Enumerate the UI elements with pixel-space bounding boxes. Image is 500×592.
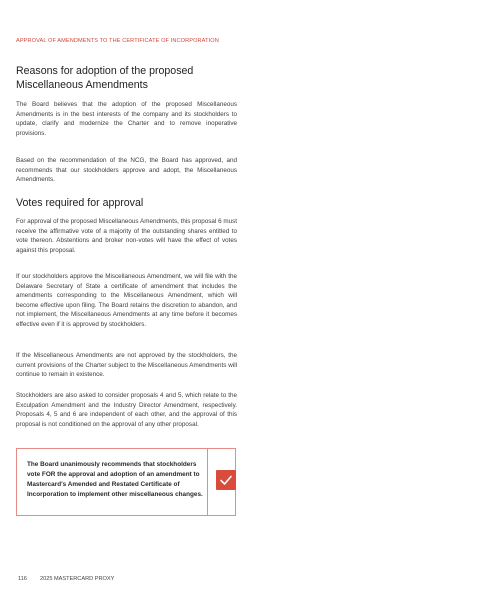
heading-reasons: Reasons for adoption of the proposed Miscellaneous Amendments [16,65,194,91]
document-name: 2025 MASTERCARD PROXY [40,576,115,582]
recommendation-text: The Board unanimously recommends that stockholders vote FOR the approval and adoption of an amendment to Mastercard's Amended and Restated Certificate of Incorporation to implement other miscellaneous changes. [27,461,203,498]
heading-votes: Votes required for approval [16,197,144,209]
paragraph-reasons-1: The Board believes that the adoption of the proposed Miscellaneous Amendments is in the best interests of the company and its stockholders to update, clarify and modernize the Charter and to remove inoperative provisions. [16,101,237,137]
page-number: 116 [18,576,27,582]
callout-divider [207,449,208,515]
paragraph-votes-3: If the Miscellaneous Amendments are not approved by the stockholders, the current provisions of the Charter subject to the Miscellaneous Amendments will continue to remain in existence. [16,352,237,379]
paragraph-reasons-2: Based on the recommendation of the NCG, the Board has approved, and recommends that our stockholders approve and adopt, the Miscellaneous Amendments. [16,157,237,184]
paragraph-votes-2: If our stockholders approve the Miscellaneous Amendment, we will file with the Delaware Secretary of State a certificate of amendment that includes the amendments corresponding to the Miscellaneous Amendment, which will become effective upon filing. The Board retains the discretion to abandon, and not implement, the Miscellaneous Amendments at any time before it becomes effective even if it is approved by stockholders. [16,273,237,328]
checkmark-icon [216,470,236,490]
paragraph-votes-4: Stockholders are also asked to consider proposals 4 and 5, which relate to the Exculpation Amendment and the Industry Director Amendment, respectively. Proposals 4, 5 and 6 are independent of each other, and the approval of this proposal is not conditioned on the approval of any other proposal. [16,392,237,428]
section-label: APPROVAL OF AMENDMENTS TO THE CERTIFICATE OF INCORPORATION [16,38,219,44]
paragraph-votes-1: For approval of the proposed Miscellaneous Amendments, this proposal 6 must receive the affirmative vote of a majority of the outstanding shares entitled to vote thereon. Abstentions and broker non-votes will have the effect of votes against this proposal. [16,218,237,254]
recommendation-callout [16,448,236,516]
